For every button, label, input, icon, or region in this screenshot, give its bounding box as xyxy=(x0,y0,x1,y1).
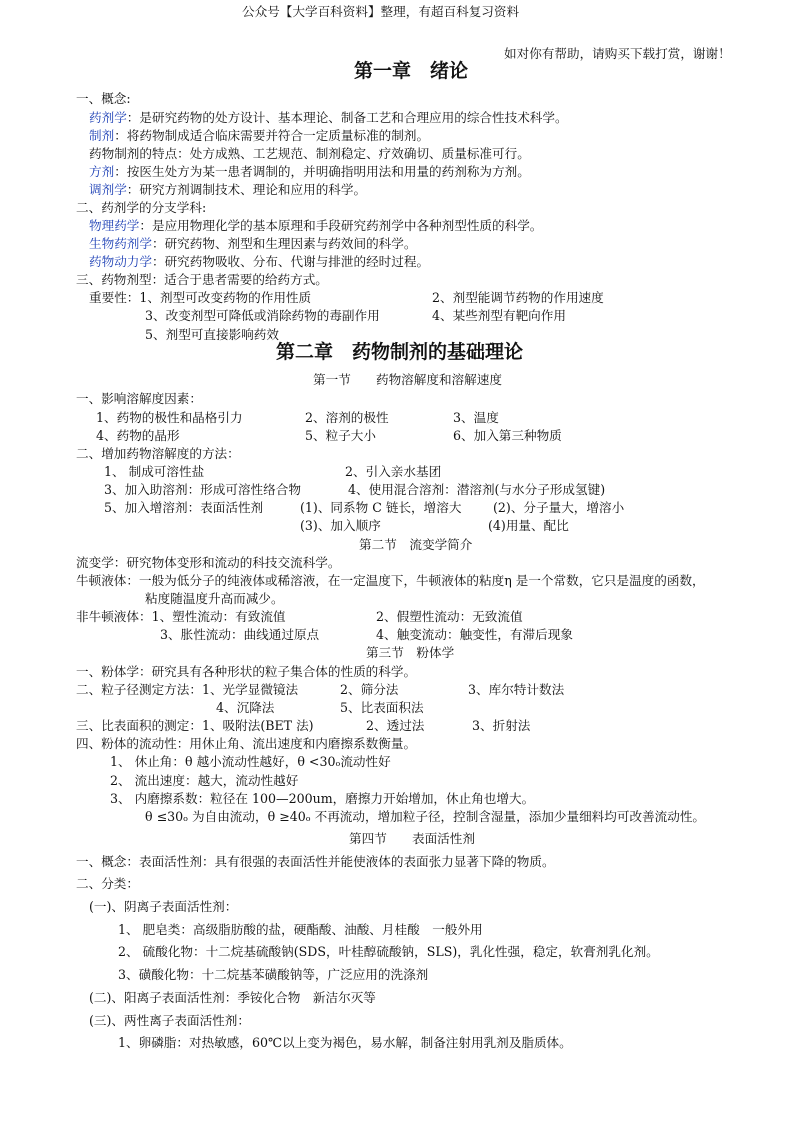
method-5-sub-1: (1)、同系物 C 链长，增溶大 xyxy=(300,500,462,515)
term: 调剂学 xyxy=(89,182,127,197)
ch1-section-branches: 二、药剂学的分支学科: xyxy=(76,200,207,215)
particle-size-4: 4、沉降法 xyxy=(216,700,275,715)
surfactant-def: 一、概念：表面活性剂：具有很强的表面活性并能使液体的表面张力显著下降的物质。 xyxy=(76,854,555,869)
section-4-title: 第四节 表面活性剂 xyxy=(349,831,475,846)
term: 物理药学 xyxy=(89,218,140,233)
importance-4: 4、某些剂型有靶向作用 xyxy=(432,308,566,323)
factor-1: 1、药物的极性和晶格引力 xyxy=(96,410,243,425)
factor-2: 2、溶剂的极性 xyxy=(305,410,389,425)
method-5-sub-4: (4)用量、配比 xyxy=(488,518,569,533)
term: 制剂 xyxy=(89,128,115,143)
def-wuliyaoxue xyxy=(89,218,542,234)
factor-5: 5、粒子大小 xyxy=(305,428,376,443)
def-fangji xyxy=(89,164,530,180)
definition: ：研究方剂调制技术、理论和应用的科学。 xyxy=(126,182,367,197)
definition: ：按医生处方为某一患者调制的，并明确指明用法和用量的药剂称为方剂。 xyxy=(114,164,530,179)
def-zhiji xyxy=(89,128,429,144)
header-note: 公众号【大学百科资料】整理，有超百科复习资料 xyxy=(242,4,520,19)
surface-area-3: 3、折射法 xyxy=(472,718,531,733)
ch1-section-dosage-forms: 三、药物剂型：适合于患者需要的给药方式。 xyxy=(76,272,328,287)
def-yaowudonglixue xyxy=(89,254,429,270)
method-1: 1、 制成可溶性盐 xyxy=(104,464,205,479)
flowability-heading: 四、粉体的流动性：用休止角、流出速度和内磨擦系数衡量。 xyxy=(76,736,417,751)
particle-size-2: 2、筛分法 xyxy=(340,682,399,697)
non-newtonian-4: 4、触变流动：触变性，有滞后现象 xyxy=(376,627,573,642)
definition: ：研究药物、剂型和生理因素与药效间的科学。 xyxy=(151,236,417,251)
importance-2: 2、剂型能调节药物的作用速度 xyxy=(432,290,604,305)
particle-size-1: 二、粒子径测定方法：1、光学显微镜法 xyxy=(76,682,299,697)
particle-size-3: 3、库尔特计数法 xyxy=(468,682,565,697)
surface-area-2: 2、透过法 xyxy=(366,718,425,733)
def-shengwuyaojixue xyxy=(89,236,416,252)
method-5: 5、加入增溶剂：表面活性剂 xyxy=(104,500,264,515)
classification-heading: 二、分类： xyxy=(76,876,139,891)
method-5-sub-3: (3)、加入顺序 xyxy=(300,518,381,533)
definition: ：是应用物理化学的基本原理和手段研究药剂学中各种剂型性质的科学。 xyxy=(139,218,543,233)
def-yaojixue xyxy=(89,110,568,126)
ch1-section-concept: 一、概念: xyxy=(76,91,131,106)
thanks-note: 如对你有帮助，请购买下载打赏，谢谢！ xyxy=(504,46,731,61)
factor-4: 4、药物的晶形 xyxy=(96,428,180,443)
rheology-def: 流变学：研究物体变形和流动的科技交流科学。 xyxy=(76,555,341,570)
term: 生物药剂学 xyxy=(89,236,152,251)
non-newtonian-1: 非牛顿液体：1、塑性流动：有致流值 xyxy=(76,609,286,624)
newtonian-def-cont: 粘度随温度升高而减少。 xyxy=(145,591,284,606)
term: 药剂学 xyxy=(89,110,127,125)
amphoteric-heading: (三)、两性离子表面活性剂： xyxy=(89,1013,250,1028)
anionic-2: 2、 硫酸化物：十二烷基硫酸钠(SDS，叶桂醇硫酸钠，SLS)，乳化性强，稳定，软膏剂乳化剂。 xyxy=(118,944,659,959)
flowability-3: 3、 内磨擦系数：粒径在 100—200um，磨擦力开始增加，休止角也增大。 xyxy=(110,791,535,806)
method-4: 4、使用混合溶剂：潜溶剂(与水分子形成氢键) xyxy=(348,482,606,497)
method-2: 2、引入亲水基团 xyxy=(345,464,442,479)
section-2-title: 第二节 流变学简介 xyxy=(359,537,473,552)
term: 方剂 xyxy=(89,164,115,179)
chapter-2-title: 第二章 药物制剂的基础理论 xyxy=(276,341,524,363)
cationic-line: (二)、阳离子表面活性剂：季铵化合物 新洁尔灭等 xyxy=(89,990,376,1005)
newtonian-def: 牛顿液体：一般为低分子的纯液体或稀溶液，在一定温度下，牛顿液体的粘度η 是一个常数，它只是温度的函数， xyxy=(76,573,705,588)
definition: ：将药物制成适合临床需要并符合一定质量标准的制剂。 xyxy=(114,128,430,143)
powder-def: 一、粉体学：研究具有各种形状的粒子集合体的性质的科学。 xyxy=(76,664,417,679)
anionic-heading: (一)、阴离子表面活性剂： xyxy=(89,899,238,914)
methods-heading: 二、增加药物溶解度的方法： xyxy=(76,446,240,461)
flowability-2: 2、 流出速度：越大，流动性越好 xyxy=(110,773,299,788)
definition: ：研究药物吸收、分布、代谢与排泄的经时过程。 xyxy=(151,254,430,269)
non-newtonian-3: 3、胀性流动：曲线通过原点 xyxy=(160,627,320,642)
def-tiaojixue xyxy=(89,182,366,198)
method-3: 3、加入助溶剂：形成可溶性络合物 xyxy=(104,482,301,497)
anionic-3: 3、磺酸化物：十二烷基苯磺酸钠等，广泛应用的洗涤剂 xyxy=(118,967,429,982)
importance-1: 重要性：1、剂型可改变药物的作用性质 xyxy=(89,290,312,305)
anionic-1: 1、 肥皂类：高级脂肪酸的盐，硬酯酸、油酸、月桂酸 一般外用 xyxy=(118,922,483,937)
flowability-note: θ ≤30ₒ 为自由流动，θ ≥40ₒ 不再流动，增加粒子径，控制含湿量，添加少量细料均可改善流动性。 xyxy=(145,809,706,824)
section-3-title: 第三节 粉体学 xyxy=(366,645,455,660)
chapter-1-title: 第一章 绪论 xyxy=(354,60,469,82)
term: 药物动力学 xyxy=(89,254,152,269)
factor-6: 6、加入第三种物质 xyxy=(453,428,562,443)
surface-area-1: 三、比表面积的测定：1、吸附法(BET 法) xyxy=(76,718,314,733)
non-newtonian-2: 2、假塑性流动：无致流值 xyxy=(376,609,523,624)
method-5-sub-2: (2)、分子量大，增溶小 xyxy=(493,500,625,515)
flowability-1: 1、 休止角：θ 越小流动性越好，θ <30ₒ流动性好 xyxy=(110,754,391,769)
amphoteric-1: 1、卵磷脂：对热敏感，60℃以上变为褐色，易水解，制备注射用乳剂及脂质体。 xyxy=(118,1035,572,1050)
importance-3: 3、改变剂型可降低或消除药物的毒副作用 xyxy=(145,308,380,323)
definition: ：是研究药物的处方设计、基本理论、制备工艺和合理应用的综合性技术科学。 xyxy=(126,110,568,125)
factor-3: 3、温度 xyxy=(453,410,499,425)
section-1-title: 第一节 药物溶解度和溶解速度 xyxy=(313,372,502,387)
factors-heading: 一、影响溶解度因素： xyxy=(76,391,202,406)
particle-size-5: 5、比表面积法 xyxy=(340,700,424,715)
importance-5: 5、剂型可直接影响药效 xyxy=(145,327,279,342)
feature-line: 药物制剂的特点：处方成熟、工艺规范、制剂稳定、疗效确切、质量标准可行。 xyxy=(89,146,530,161)
